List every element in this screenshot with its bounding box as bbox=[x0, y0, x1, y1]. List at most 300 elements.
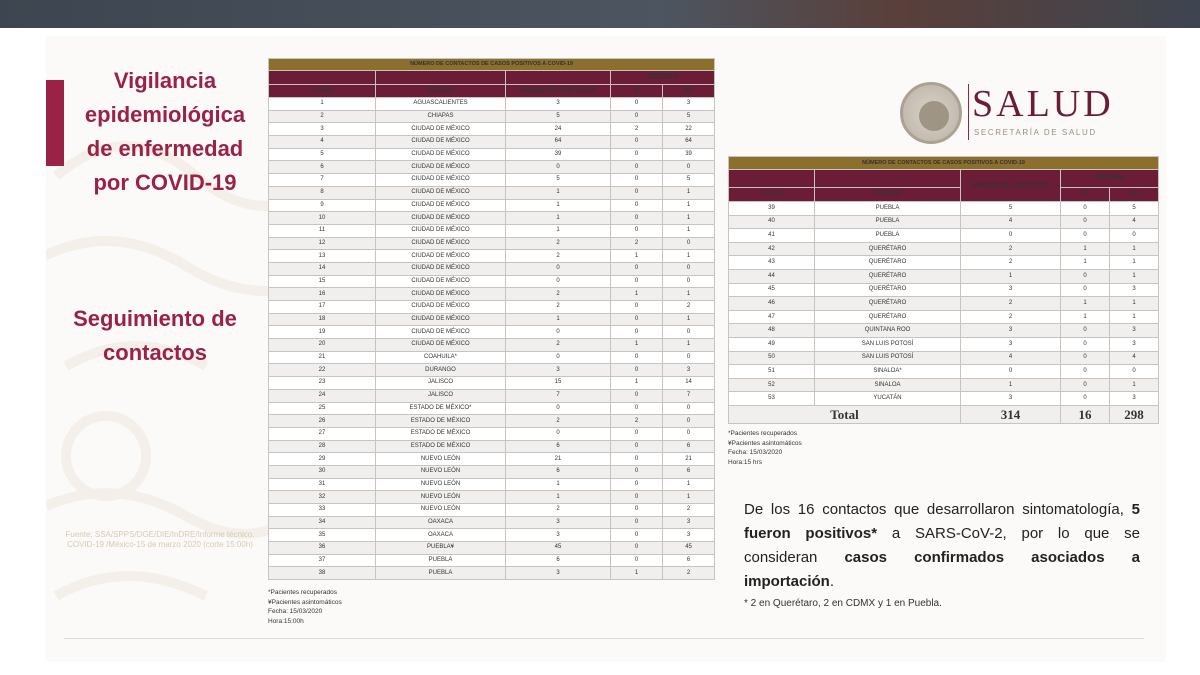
cell-contactos: 0 bbox=[506, 326, 611, 339]
cell-contactos: 7 bbox=[506, 389, 611, 402]
cell-no: 1 bbox=[1110, 256, 1159, 270]
cell-contactos: 45 bbox=[506, 542, 611, 555]
cell-caso: 10 bbox=[269, 212, 376, 225]
table-row bbox=[269, 174, 715, 187]
title-accent-bar bbox=[46, 80, 64, 166]
cell-entidad: CIUDAD DE MÉXICO bbox=[376, 301, 506, 314]
note-line: ¥Pacientes asintomáticos bbox=[268, 598, 342, 606]
cell-entidad: QUINTANA ROO bbox=[815, 324, 961, 338]
note-line: Hora:15:00h bbox=[268, 617, 304, 625]
note-line: *Pacientes recuperados bbox=[728, 430, 798, 437]
cell-si: 1 bbox=[1061, 256, 1110, 270]
cell-si: 2 bbox=[611, 237, 663, 250]
cell-entidad: NUEVO LEÓN bbox=[376, 453, 506, 466]
cell-contactos: 0 bbox=[506, 402, 611, 415]
table-row bbox=[269, 440, 715, 453]
cell-si: 0 bbox=[1061, 269, 1110, 283]
cell-si: 0 bbox=[611, 199, 663, 212]
cell-caso: 32 bbox=[269, 491, 376, 504]
cell-contactos: 0 bbox=[961, 365, 1061, 379]
cell-entidad: PUEBLA bbox=[815, 229, 961, 243]
cell-caso: 50 bbox=[729, 351, 815, 365]
total-row bbox=[729, 405, 1159, 423]
total-no: 298 bbox=[1110, 405, 1159, 423]
cell-si: 0 bbox=[611, 275, 663, 288]
cell-caso: 47 bbox=[729, 310, 815, 324]
cell-contactos: 4 bbox=[961, 215, 1061, 229]
cell-caso: 30 bbox=[269, 465, 376, 478]
contacts-table-left bbox=[268, 58, 715, 580]
cell-contactos: 21 bbox=[506, 453, 611, 466]
table-row bbox=[729, 283, 1159, 297]
cell-si: 0 bbox=[611, 326, 663, 339]
source-note: Fuente: SSA/SPPS/DGE/DIE/InDRE/Informe técnico. COVID-19 /México-15 de marzo 2020 (corte 15:00h) bbox=[65, 530, 255, 549]
cell-no: 1 bbox=[663, 478, 715, 491]
cell-entidad: CIUDAD DE MÉXICO bbox=[376, 326, 506, 339]
table-row bbox=[729, 351, 1159, 365]
cell-entidad: NUEVO LEÓN bbox=[376, 465, 506, 478]
table-row bbox=[269, 542, 715, 555]
cell-entidad: CIUDAD DE MÉXICO bbox=[376, 237, 506, 250]
cell-caso: 43 bbox=[729, 256, 815, 270]
cell-caso: 7 bbox=[269, 174, 376, 187]
header-no: NO bbox=[1110, 188, 1159, 202]
cell-caso: 48 bbox=[729, 324, 815, 338]
cell-contactos: 3 bbox=[961, 283, 1061, 297]
cell-si: 0 bbox=[611, 542, 663, 555]
cell-entidad: QUERÉTARO bbox=[815, 242, 961, 256]
table-row bbox=[269, 199, 715, 212]
cell-contactos: 1 bbox=[961, 269, 1061, 283]
cell-contactos: 1 bbox=[506, 224, 611, 237]
cell-si: 0 bbox=[611, 148, 663, 161]
cell-no: 3 bbox=[1110, 324, 1159, 338]
statement-text: . bbox=[829, 573, 835, 590]
cell-contactos: 5 bbox=[506, 110, 611, 123]
cell-entidad: QUERÉTARO bbox=[815, 269, 961, 283]
cell-caso: 17 bbox=[269, 301, 376, 314]
cell-si: 0 bbox=[611, 313, 663, 326]
footnote: * 2 en Querétaro, 2 en CDMX y 1 en Puebla. bbox=[744, 598, 942, 609]
note-line: Fecha: 15/03/2020 bbox=[268, 608, 323, 615]
table-row bbox=[729, 202, 1159, 216]
cell-contactos: 5 bbox=[506, 174, 611, 187]
cell-caso: 23 bbox=[269, 377, 376, 390]
statement-bold: 5 fueron positivos* bbox=[744, 501, 1140, 542]
table-row bbox=[729, 256, 1159, 270]
cell-caso: 27 bbox=[269, 427, 376, 440]
header-caso: # CASO bbox=[729, 188, 815, 202]
cell-caso: 8 bbox=[269, 186, 376, 199]
cell-no: 5 bbox=[1110, 202, 1159, 216]
table-row bbox=[269, 212, 715, 225]
cell-contactos: 1 bbox=[506, 478, 611, 491]
note-line: *Pacientes recuperados bbox=[268, 589, 338, 596]
table-row bbox=[729, 337, 1159, 351]
cell-no: 1 bbox=[663, 199, 715, 212]
cell-si: 0 bbox=[611, 212, 663, 225]
cell-entidad: CIUDAD DE MÉXICO bbox=[376, 313, 506, 326]
table-caption: NÚMERO DE CONTACTOS DE CASOS POSITIVOS A COVID-19 bbox=[729, 157, 1159, 170]
cell-entidad: PUEBLA bbox=[376, 554, 506, 567]
header-blank bbox=[506, 71, 611, 85]
header-blank bbox=[729, 170, 815, 188]
cell-no: 1 bbox=[663, 186, 715, 199]
cell-si: 0 bbox=[611, 465, 663, 478]
cell-caso: 2 bbox=[269, 110, 376, 123]
cell-no: 14 bbox=[663, 377, 715, 390]
logo-subtitle: SECRETARÍA DE SALUD bbox=[974, 128, 1097, 137]
cell-si: 0 bbox=[611, 136, 663, 149]
cell-no: 3 bbox=[663, 364, 715, 377]
cell-no: 3 bbox=[1110, 392, 1159, 406]
cell-caso: 41 bbox=[729, 229, 815, 243]
table-row bbox=[269, 516, 715, 529]
cell-no: 3 bbox=[663, 516, 715, 529]
cell-entidad: AGUASCALIENTES bbox=[376, 98, 506, 111]
cell-entidad: COAHUILA* bbox=[376, 351, 506, 364]
cell-caso: 13 bbox=[269, 250, 376, 263]
cell-contactos: 1 bbox=[506, 212, 611, 225]
cell-si: 0 bbox=[611, 516, 663, 529]
header-si: SÍ bbox=[1061, 188, 1110, 202]
cell-no: 0 bbox=[1110, 229, 1159, 243]
cell-contactos: 3 bbox=[506, 567, 611, 580]
cell-caso: 19 bbox=[269, 326, 376, 339]
cell-si: 1 bbox=[611, 339, 663, 352]
header-sintomas: SÍNTOMAS bbox=[1061, 170, 1159, 188]
cell-entidad: QUERÉTARO bbox=[815, 283, 961, 297]
header-si: SÍ bbox=[611, 85, 663, 98]
cell-contactos: 0 bbox=[961, 229, 1061, 243]
cell-contactos: 3 bbox=[961, 392, 1061, 406]
cell-no: 0 bbox=[663, 262, 715, 275]
table-body bbox=[729, 202, 1159, 406]
cell-contactos: 2 bbox=[961, 297, 1061, 311]
cell-entidad: CIUDAD DE MÉXICO bbox=[376, 224, 506, 237]
cell-contactos: 1 bbox=[506, 199, 611, 212]
cell-no: 0 bbox=[663, 351, 715, 364]
cell-no: 1 bbox=[663, 313, 715, 326]
table-row bbox=[269, 465, 715, 478]
header-blank bbox=[815, 170, 961, 188]
cell-contactos: 0 bbox=[506, 427, 611, 440]
window-top-bar bbox=[0, 0, 1200, 28]
cell-no: 1 bbox=[663, 339, 715, 352]
cell-contactos: 2 bbox=[506, 415, 611, 428]
cell-entidad: CIUDAD DE MÉXICO bbox=[376, 148, 506, 161]
cell-entidad: CIUDAD DE MÉXICO bbox=[376, 339, 506, 352]
cell-no: 3 bbox=[663, 98, 715, 111]
cell-si: 1 bbox=[611, 250, 663, 263]
cell-caso: 35 bbox=[269, 529, 376, 542]
table-row bbox=[269, 110, 715, 123]
cell-no: 1 bbox=[1110, 269, 1159, 283]
table-row bbox=[269, 326, 715, 339]
national-seal-icon bbox=[900, 82, 962, 144]
table-caption: NÚMERO DE CONTACTOS DE CASOS POSITIVOS A COVID-19 bbox=[269, 59, 715, 71]
cell-si: 0 bbox=[611, 110, 663, 123]
cell-contactos: 0 bbox=[506, 351, 611, 364]
cell-si: 0 bbox=[611, 174, 663, 187]
cell-caso: 37 bbox=[269, 554, 376, 567]
table-row bbox=[269, 415, 715, 428]
cell-si: 0 bbox=[1061, 324, 1110, 338]
cell-no: 1 bbox=[663, 224, 715, 237]
cell-si: 1 bbox=[1061, 297, 1110, 311]
cell-si: 0 bbox=[611, 427, 663, 440]
cell-si: 0 bbox=[611, 402, 663, 415]
cell-no: 1 bbox=[1110, 242, 1159, 256]
cell-caso: 52 bbox=[729, 378, 815, 392]
cell-contactos: 3 bbox=[961, 337, 1061, 351]
cell-contactos: 2 bbox=[506, 250, 611, 263]
table-row bbox=[269, 161, 715, 174]
cell-si: 0 bbox=[611, 554, 663, 567]
cell-contactos: 6 bbox=[506, 465, 611, 478]
cell-contactos: 2 bbox=[961, 242, 1061, 256]
cell-contactos: 6 bbox=[506, 554, 611, 567]
cell-si: 0 bbox=[1061, 365, 1110, 379]
bottom-divider bbox=[64, 638, 1144, 639]
cell-contactos: 4 bbox=[961, 351, 1061, 365]
cell-no: 0 bbox=[1110, 365, 1159, 379]
header-blank bbox=[269, 71, 376, 85]
table-row bbox=[269, 339, 715, 352]
cell-no: 6 bbox=[663, 554, 715, 567]
cell-caso: 5 bbox=[269, 148, 376, 161]
cell-caso: 38 bbox=[269, 567, 376, 580]
cell-no: 1 bbox=[663, 491, 715, 504]
cell-caso: 40 bbox=[729, 215, 815, 229]
cell-contactos: 64 bbox=[506, 136, 611, 149]
cell-no: 22 bbox=[663, 123, 715, 136]
cell-contactos: 0 bbox=[506, 262, 611, 275]
header-blank bbox=[376, 71, 506, 85]
table-row bbox=[729, 269, 1159, 283]
cell-contactos: 3 bbox=[506, 98, 611, 111]
cell-caso: 24 bbox=[269, 389, 376, 402]
cell-no: 1 bbox=[1110, 378, 1159, 392]
cell-entidad: CIUDAD DE MÉXICO bbox=[376, 186, 506, 199]
cell-si: 0 bbox=[1061, 283, 1110, 297]
cell-si: 1 bbox=[1061, 242, 1110, 256]
table-row bbox=[729, 392, 1159, 406]
cell-no: 6 bbox=[663, 465, 715, 478]
cell-contactos: 5 bbox=[961, 202, 1061, 216]
cell-entidad: QUERÉTARO bbox=[815, 310, 961, 324]
cell-entidad: QUERÉTARO bbox=[815, 297, 961, 311]
table-row bbox=[269, 136, 715, 149]
cell-caso: 18 bbox=[269, 313, 376, 326]
table-row bbox=[269, 364, 715, 377]
cell-si: 0 bbox=[611, 504, 663, 517]
cell-caso: 31 bbox=[269, 478, 376, 491]
cell-no: 3 bbox=[663, 529, 715, 542]
cell-caso: 4 bbox=[269, 136, 376, 149]
cell-si: 0 bbox=[611, 389, 663, 402]
note-line: Fecha: 15/03/2020 bbox=[728, 449, 783, 456]
table-row bbox=[269, 567, 715, 580]
cell-no: 6 bbox=[663, 440, 715, 453]
cell-entidad: SAN LUIS POTOSÍ bbox=[815, 337, 961, 351]
cell-contactos: 1 bbox=[506, 186, 611, 199]
table-row bbox=[269, 554, 715, 567]
cell-si: 0 bbox=[611, 491, 663, 504]
cell-si: 0 bbox=[1061, 337, 1110, 351]
cell-entidad: NUEVO LEÓN bbox=[376, 478, 506, 491]
cell-entidad: OAXACA bbox=[376, 529, 506, 542]
cell-caso: 21 bbox=[269, 351, 376, 364]
logo-divider bbox=[968, 84, 969, 140]
cell-contactos: 3 bbox=[961, 324, 1061, 338]
table-row bbox=[269, 504, 715, 517]
cell-entidad: CIUDAD DE MÉXICO bbox=[376, 212, 506, 225]
cell-no: 4 bbox=[1110, 215, 1159, 229]
cell-contactos: 1 bbox=[961, 378, 1061, 392]
cell-si: 0 bbox=[611, 224, 663, 237]
cell-entidad: QUERÉTARO bbox=[815, 256, 961, 270]
salud-logo bbox=[900, 82, 1130, 146]
total-contactos: 314 bbox=[961, 405, 1061, 423]
cell-si: 0 bbox=[611, 301, 663, 314]
cell-entidad: PUEBLA bbox=[815, 215, 961, 229]
cell-no: 0 bbox=[663, 427, 715, 440]
cell-entidad: NUEVO LEÓN bbox=[376, 504, 506, 517]
cell-no: 1 bbox=[1110, 310, 1159, 324]
cell-si: 0 bbox=[611, 98, 663, 111]
header-entidad: ENTIDAD bbox=[376, 85, 506, 98]
cell-caso: 53 bbox=[729, 392, 815, 406]
cell-contactos: 0 bbox=[506, 275, 611, 288]
cell-entidad: PUEBLA¥ bbox=[376, 542, 506, 555]
cell-entidad: OAXACA bbox=[376, 516, 506, 529]
table-row bbox=[729, 242, 1159, 256]
cell-entidad: CIUDAD DE MÉXICO bbox=[376, 275, 506, 288]
contacts-table-right bbox=[728, 156, 1159, 424]
cell-entidad: CIUDAD DE MÉXICO bbox=[376, 199, 506, 212]
header-sintomas: SÍNTOMAS bbox=[611, 71, 715, 85]
cell-caso: 26 bbox=[269, 415, 376, 428]
table-notes-right bbox=[728, 429, 802, 467]
cell-contactos: 2 bbox=[506, 504, 611, 517]
cell-caso: 51 bbox=[729, 365, 815, 379]
table-row bbox=[269, 148, 715, 161]
note-line: Hora:15 hrs bbox=[728, 458, 762, 466]
header-caso: # CASO bbox=[269, 85, 376, 98]
table-row bbox=[269, 377, 715, 390]
table-row bbox=[269, 478, 715, 491]
note-line: ¥Pacientes asintomáticos bbox=[728, 439, 802, 447]
cell-entidad: NUEVO LEÓN bbox=[376, 491, 506, 504]
cell-si: 0 bbox=[611, 351, 663, 364]
cell-entidad: JALISCO bbox=[376, 377, 506, 390]
cell-caso: 14 bbox=[269, 262, 376, 275]
cell-entidad: CHIAPAS bbox=[376, 110, 506, 123]
table-row bbox=[729, 229, 1159, 243]
cell-no: 0 bbox=[663, 415, 715, 428]
cell-caso: 25 bbox=[269, 402, 376, 415]
table-row bbox=[269, 491, 715, 504]
cell-entidad: SAN LUIS POTOSÍ bbox=[815, 351, 961, 365]
cell-no: 3 bbox=[1110, 337, 1159, 351]
cell-entidad: CIUDAD DE MÉXICO bbox=[376, 161, 506, 174]
table-row bbox=[729, 297, 1159, 311]
cell-caso: 12 bbox=[269, 237, 376, 250]
cell-contactos: 1 bbox=[506, 491, 611, 504]
cell-caso: 28 bbox=[269, 440, 376, 453]
cell-si: 0 bbox=[611, 453, 663, 466]
cell-contactos: 15 bbox=[506, 377, 611, 390]
table-body bbox=[269, 98, 715, 580]
cell-si: 0 bbox=[611, 161, 663, 174]
total-si: 16 bbox=[1061, 405, 1110, 423]
cell-no: 1 bbox=[663, 212, 715, 225]
cell-entidad: PUEBLA bbox=[376, 567, 506, 580]
cell-no: 0 bbox=[663, 402, 715, 415]
cell-contactos: 3 bbox=[506, 516, 611, 529]
statement-text: a SARS-CoV-2, por lo que se consideran bbox=[744, 525, 1140, 566]
cell-contactos: 3 bbox=[506, 364, 611, 377]
cell-entidad: CIUDAD DE MÉXICO bbox=[376, 288, 506, 301]
table-row bbox=[269, 402, 715, 415]
cell-si: 0 bbox=[1061, 351, 1110, 365]
cell-caso: 22 bbox=[269, 364, 376, 377]
cell-entidad: ESTADO DE MÉXICO* bbox=[376, 402, 506, 415]
cell-no: 2 bbox=[663, 567, 715, 580]
cell-si: 2 bbox=[611, 123, 663, 136]
cell-si: 0 bbox=[1061, 215, 1110, 229]
cell-caso: 9 bbox=[269, 199, 376, 212]
cell-entidad: ESTADO DE MÉXICO bbox=[376, 440, 506, 453]
cell-si: 0 bbox=[1061, 378, 1110, 392]
cell-no: 0 bbox=[663, 326, 715, 339]
table-row bbox=[269, 98, 715, 111]
cell-caso: 49 bbox=[729, 337, 815, 351]
table-notes-left bbox=[268, 588, 342, 626]
cell-caso: 6 bbox=[269, 161, 376, 174]
statement-text: De los 16 contactos que desarrollaron sintomatología, bbox=[744, 501, 1132, 518]
cell-contactos: 2 bbox=[506, 237, 611, 250]
cell-contactos: 39 bbox=[506, 148, 611, 161]
statement-bold: casos confirmados asociados a importación bbox=[744, 549, 1140, 590]
page-title: Vigilancia epidemiológica de enfermedad por COVID-19 bbox=[84, 68, 246, 195]
cell-no: 7 bbox=[663, 389, 715, 402]
section-subtitle: Seguimiento de contactos bbox=[73, 306, 237, 365]
cell-no: 4 bbox=[1110, 351, 1159, 365]
cell-entidad: YUCATÁN bbox=[815, 392, 961, 406]
cell-contactos: 2 bbox=[506, 288, 611, 301]
cell-entidad: CIUDAD DE MÉXICO bbox=[376, 174, 506, 187]
cell-entidad: CIUDAD DE MÉXICO bbox=[376, 136, 506, 149]
table-row bbox=[269, 427, 715, 440]
summary-statement bbox=[744, 498, 1140, 594]
cell-si: 2 bbox=[611, 415, 663, 428]
cell-si: 1 bbox=[611, 288, 663, 301]
cell-entidad: JALISCO bbox=[376, 389, 506, 402]
cell-entidad: CIUDAD DE MÉXICO bbox=[376, 262, 506, 275]
cell-contactos: 2 bbox=[961, 256, 1061, 270]
cell-si: 0 bbox=[611, 529, 663, 542]
cell-si: 0 bbox=[1061, 229, 1110, 243]
cell-caso: 39 bbox=[729, 202, 815, 216]
cell-caso: 34 bbox=[269, 516, 376, 529]
cell-no: 5 bbox=[663, 174, 715, 187]
cell-si: 0 bbox=[611, 478, 663, 491]
cell-caso: 46 bbox=[729, 297, 815, 311]
cell-no: 0 bbox=[663, 237, 715, 250]
cell-si: 0 bbox=[1061, 392, 1110, 406]
